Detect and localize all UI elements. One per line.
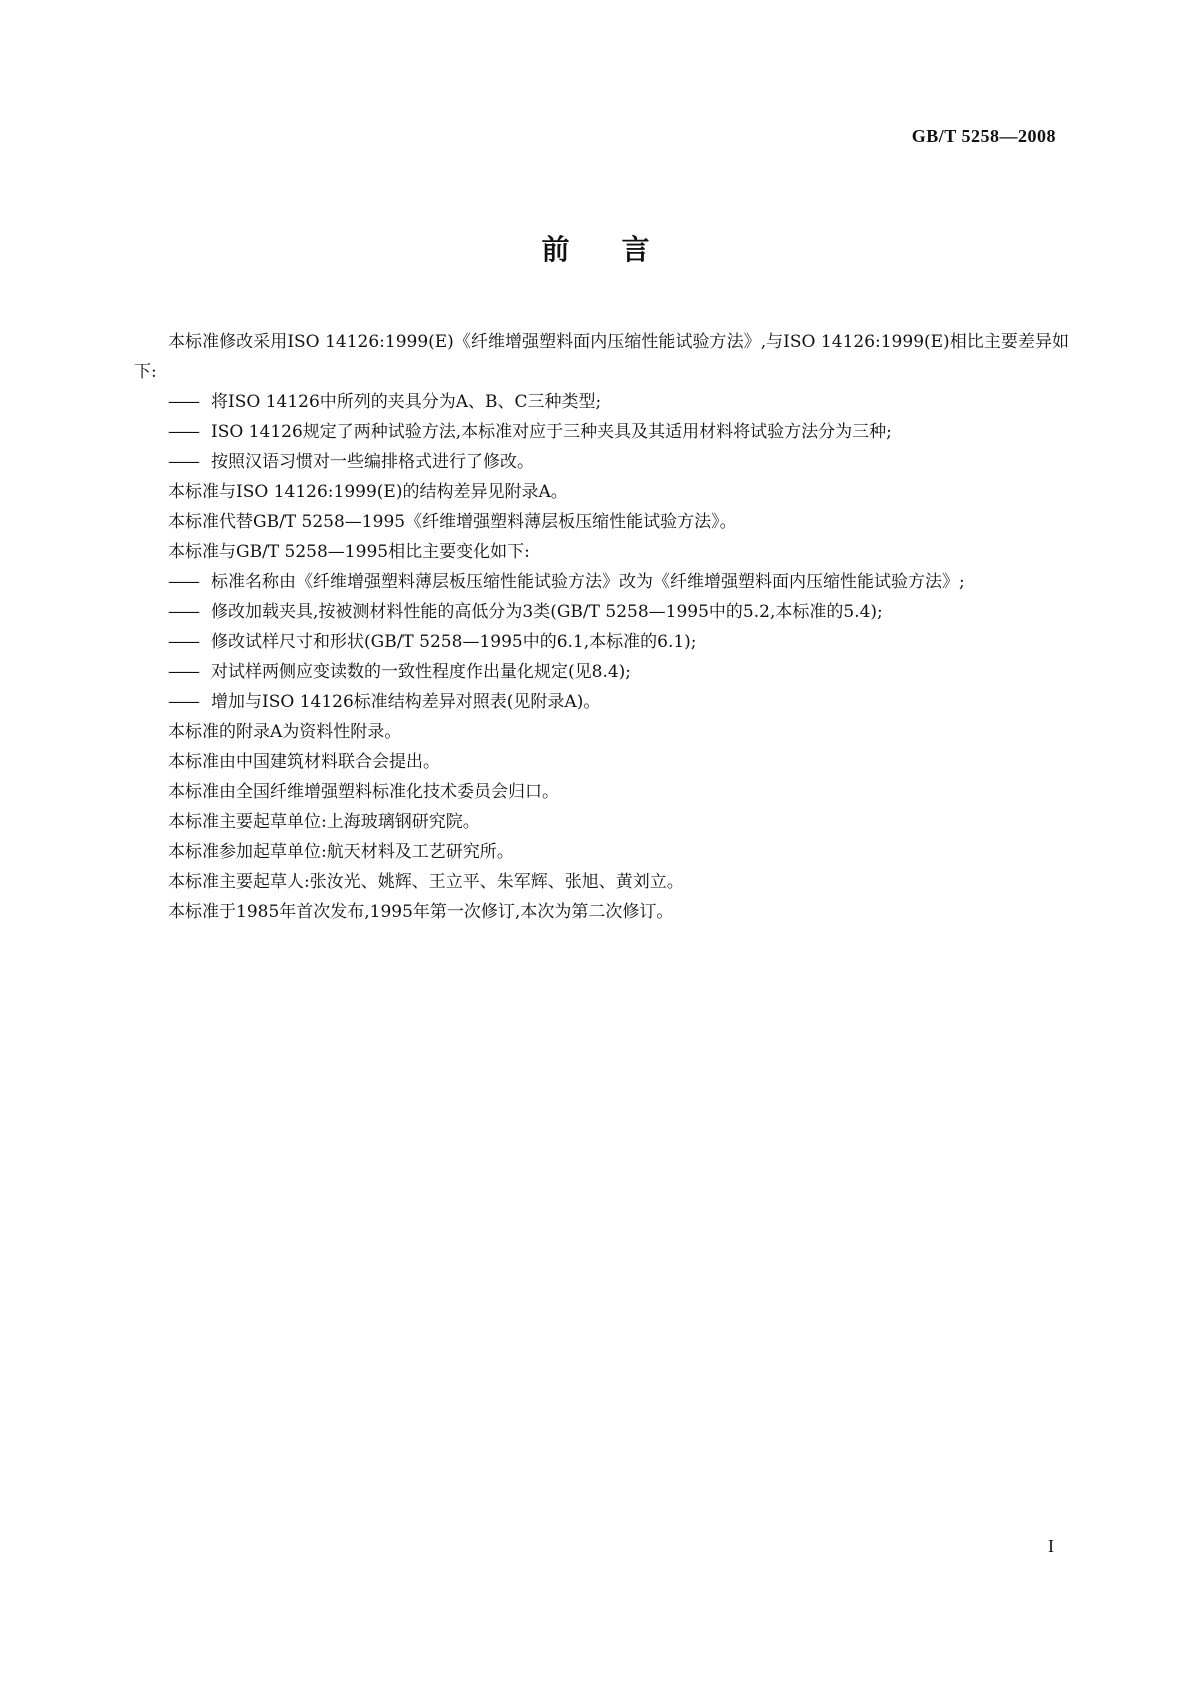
dash-marker: ——: [168, 662, 198, 682]
list-item: [134, 567, 1069, 597]
list-item-text: 修改加载夹具,按被测材料性能的高低分为3类(GB/T 5258—1995中的5.2,本标准的5.4);: [211, 602, 883, 622]
paragraph: 本标准参加起草单位:航天材料及工艺研究所。: [168, 842, 514, 862]
list-item-text: 修改试样尺寸和形状(GB/T 5258—1995中的6.1,本标准的6.1);: [211, 632, 697, 652]
list-item: [134, 387, 1069, 417]
dash-marker: ——: [168, 422, 198, 442]
paragraph: 本标准的附录A为资料性附录。: [168, 722, 402, 742]
foreword-body: [134, 327, 1069, 927]
list-item-text: 增加与ISO 14126标准结构差异对照表(见附录A)。: [211, 692, 601, 712]
list-item: [134, 687, 1069, 717]
list-item: [134, 597, 1069, 627]
list-item: [134, 447, 1069, 477]
paragraph: 本标准主要起草人:张汝光、姚辉、王立平、朱军辉、张旭、黄刘立。: [168, 872, 684, 892]
document-number: GB/T 5258—2008: [911, 126, 1056, 146]
page-number: I: [1048, 1536, 1054, 1556]
dash-marker: ——: [168, 632, 198, 652]
dash-marker: ——: [168, 452, 198, 472]
list-item: [134, 657, 1069, 687]
dash-marker: ——: [168, 692, 198, 712]
paragraph: 本标准与GB/T 5258—1995相比主要变化如下:: [168, 542, 530, 562]
dash-marker: ——: [168, 602, 198, 622]
list-item: [134, 417, 1069, 447]
paragraph: 本标准由中国建筑材料联合会提出。: [168, 752, 440, 772]
list-item: [134, 627, 1069, 657]
paragraph: 本标准由全国纤维增强塑料标准化技术委员会归口。: [168, 782, 559, 802]
paragraph: 本标准代替GB/T 5258—1995《纤维增强塑料薄层板压缩性能试验方法》。: [168, 512, 737, 532]
list-item-text: 对试样两侧应变读数的一致性程度作出量化规定(见8.4);: [211, 662, 632, 682]
page-title: 前言: [541, 233, 702, 266]
paragraph: 本标准与ISO 14126:1999(E)的结构差异见附录A。: [168, 482, 568, 502]
paragraph: 本标准修改采用ISO 14126:1999(E)《纤维增强塑料面内压缩性能试验方法》,与ISO 14126:1999(E)相比主要差异如下:: [134, 332, 1069, 382]
dash-marker: ——: [168, 572, 198, 592]
paragraph: 本标准主要起草单位:上海玻璃钢研究院。: [168, 812, 480, 832]
list-item-text: ISO 14126规定了两种试验方法,本标准对应于三种夹具及其适用材料将试验方法分为三种;: [211, 422, 892, 442]
list-item-text: 按照汉语习惯对一些编排格式进行了修改。: [211, 452, 534, 472]
list-item-text: 将ISO 14126中所列的夹具分为A、B、C三种类型;: [211, 392, 602, 412]
dash-marker: ——: [168, 392, 198, 412]
paragraph: 本标准于1985年首次发布,1995年第一次修订,本次为第二次修订。: [168, 902, 674, 922]
list-item-text: 标准名称由《纤维增强塑料薄层板压缩性能试验方法》改为《纤维增强塑料面内压缩性能试验方法》;: [211, 572, 965, 592]
